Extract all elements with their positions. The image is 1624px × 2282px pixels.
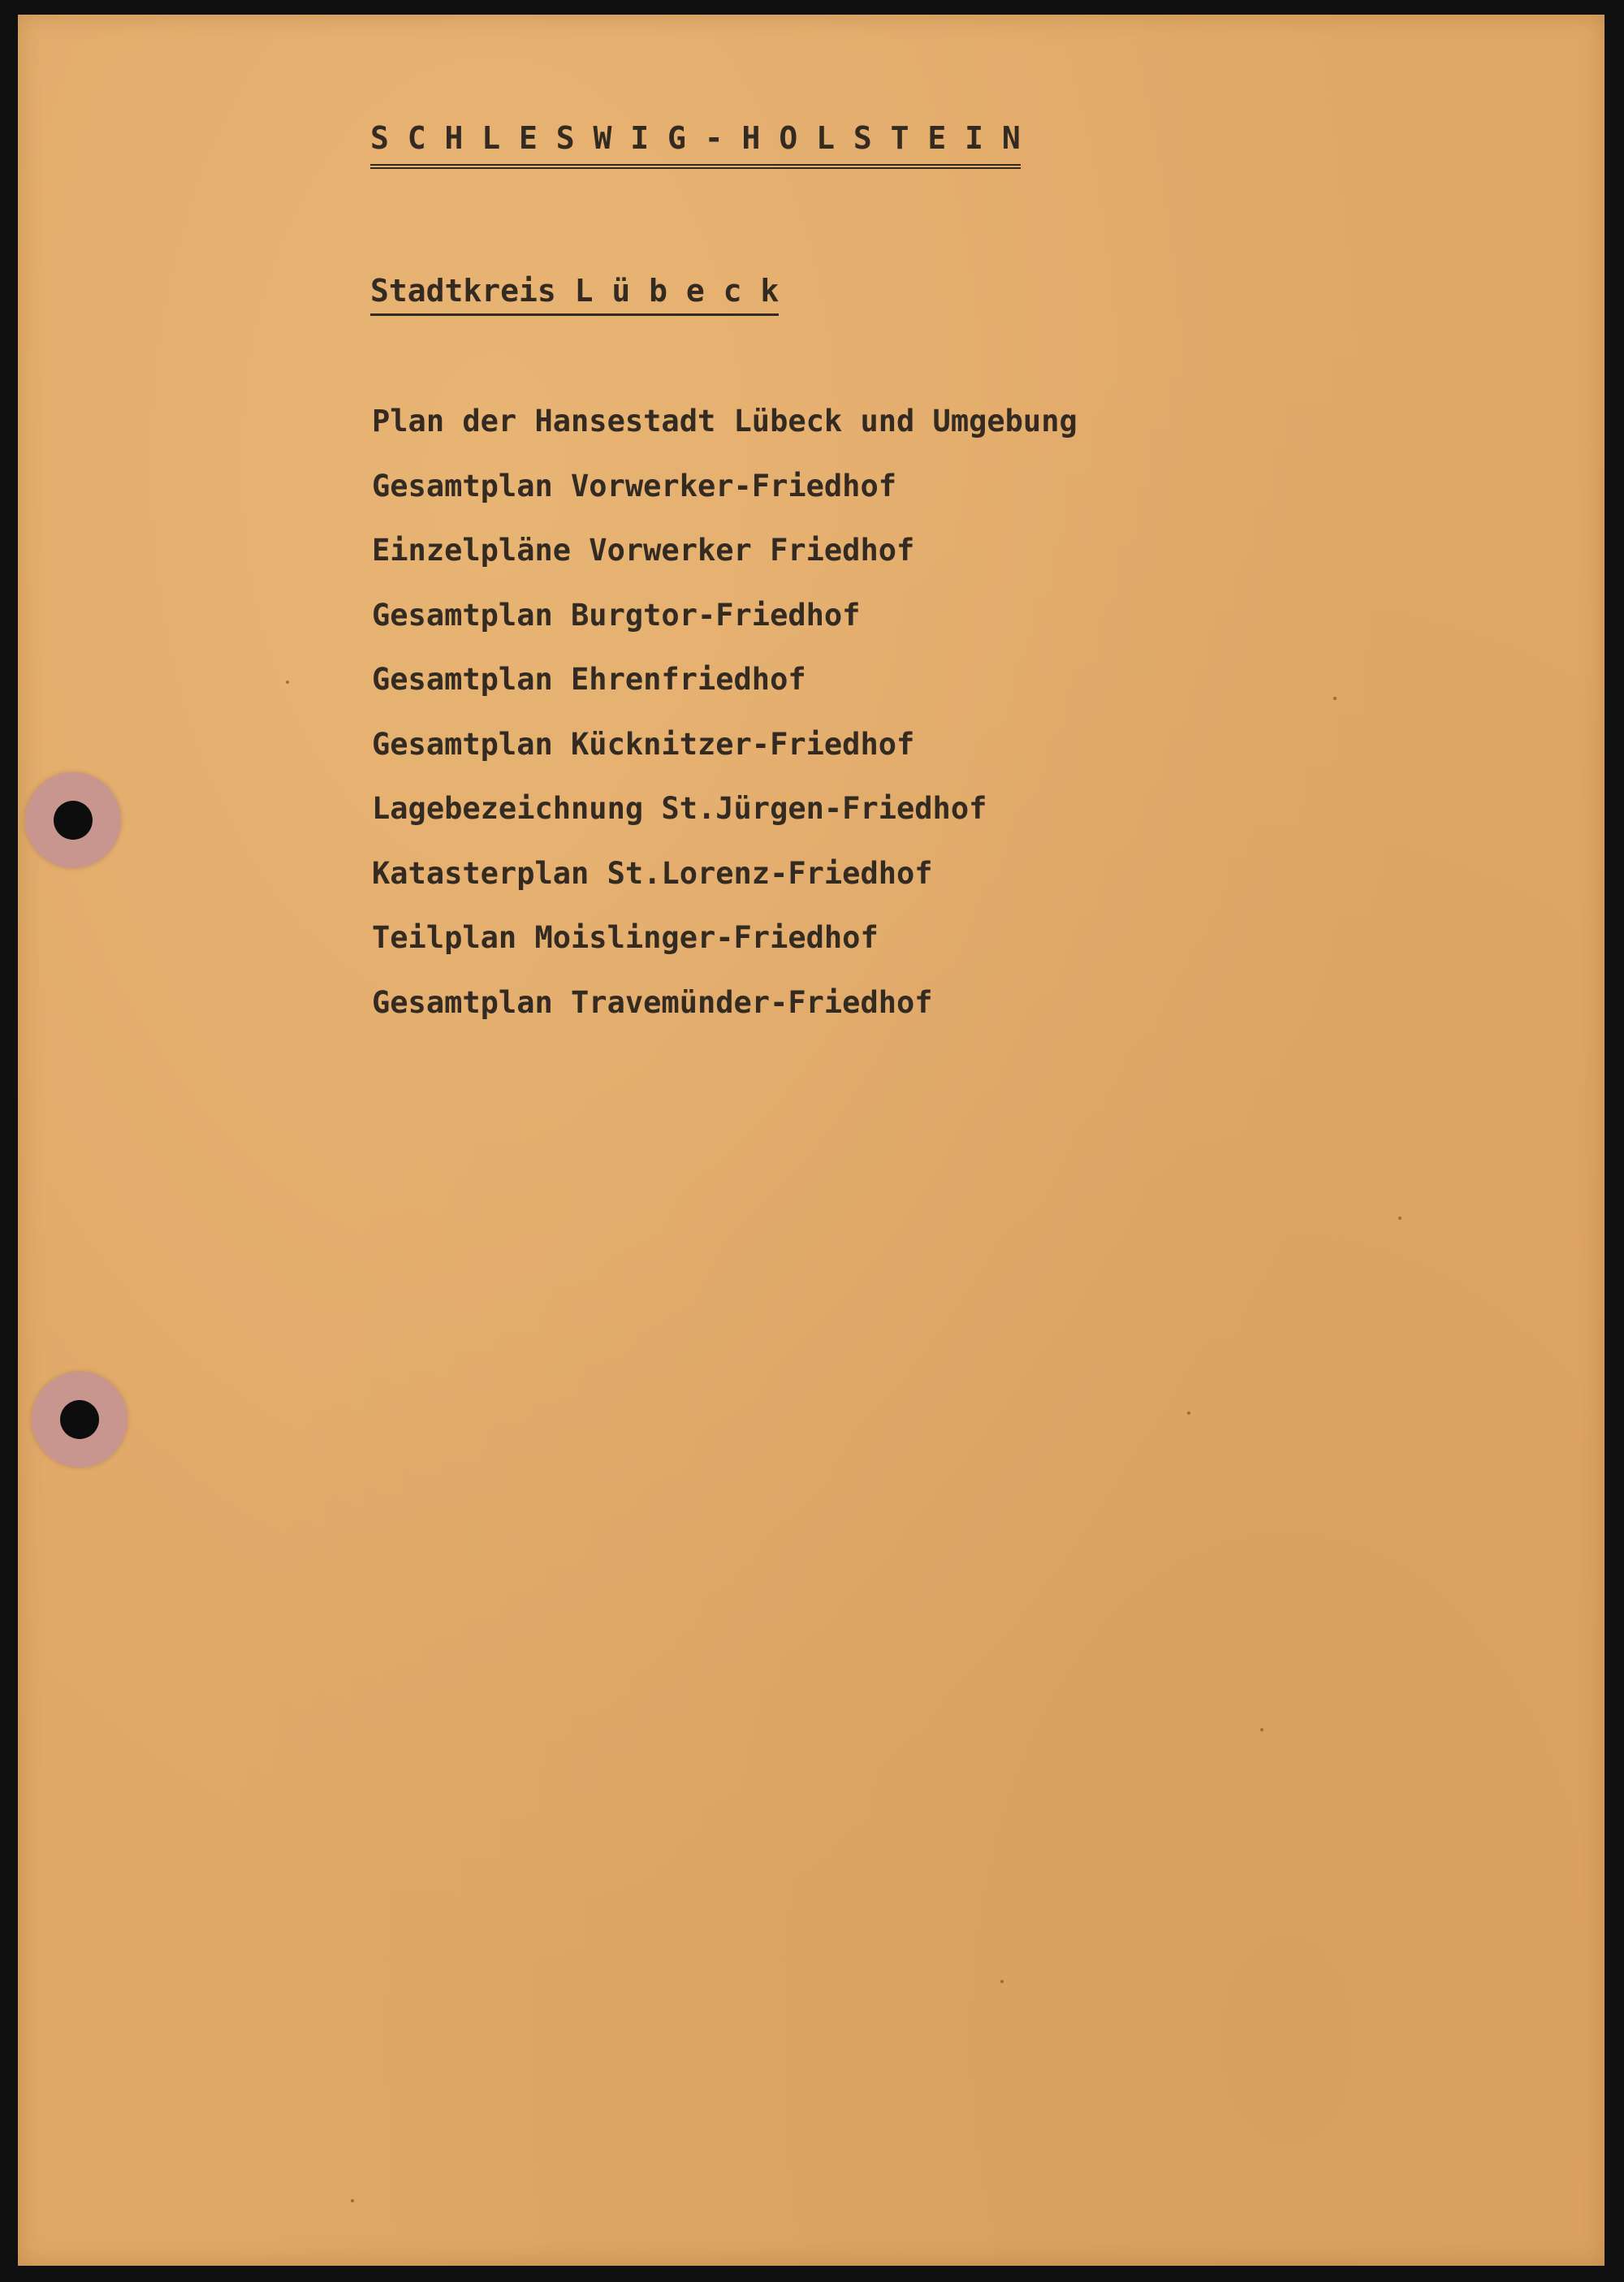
list-item: Lagebezeichnung St.Jürgen-Friedhof	[372, 791, 987, 826]
list-item: Teilplan Moislinger-Friedhof	[372, 920, 879, 955]
list-item: Gesamtplan Vorwerker-Friedhof	[372, 468, 897, 504]
punch-hole	[25, 772, 121, 868]
paper-speck	[286, 681, 289, 684]
paper-speck	[1260, 1728, 1263, 1731]
list-item: Gesamtplan Travemünder-Friedhof	[372, 984, 933, 1020]
map-list	[372, 400, 1078, 1045]
district-heading: Stadtkreis L ü b e c k	[370, 273, 779, 316]
state-heading: S C H L E S W I G - H O L S T E I N	[370, 120, 1021, 169]
paper-speck	[1187, 1411, 1190, 1415]
list-item: Gesamtplan Kücknitzer-Friedhof	[372, 726, 915, 762]
list-item: Plan der Hansestadt Lübeck und Umgebung	[372, 404, 1078, 439]
list-item: Gesamtplan Ehrenfriedhof	[372, 662, 806, 697]
document-page	[18, 15, 1605, 2266]
paper-speck	[1333, 697, 1337, 700]
list-item: Gesamtplan Burgtor-Friedhof	[372, 597, 861, 633]
list-item: Katasterplan St.Lorenz-Friedhof	[372, 855, 933, 891]
paper-speck	[1398, 1217, 1402, 1220]
paper-speck	[351, 2199, 354, 2202]
list-item: Einzelpläne Vorwerker Friedhof	[372, 533, 915, 568]
punch-hole	[32, 1372, 127, 1467]
paper-speck	[1000, 1980, 1004, 1983]
